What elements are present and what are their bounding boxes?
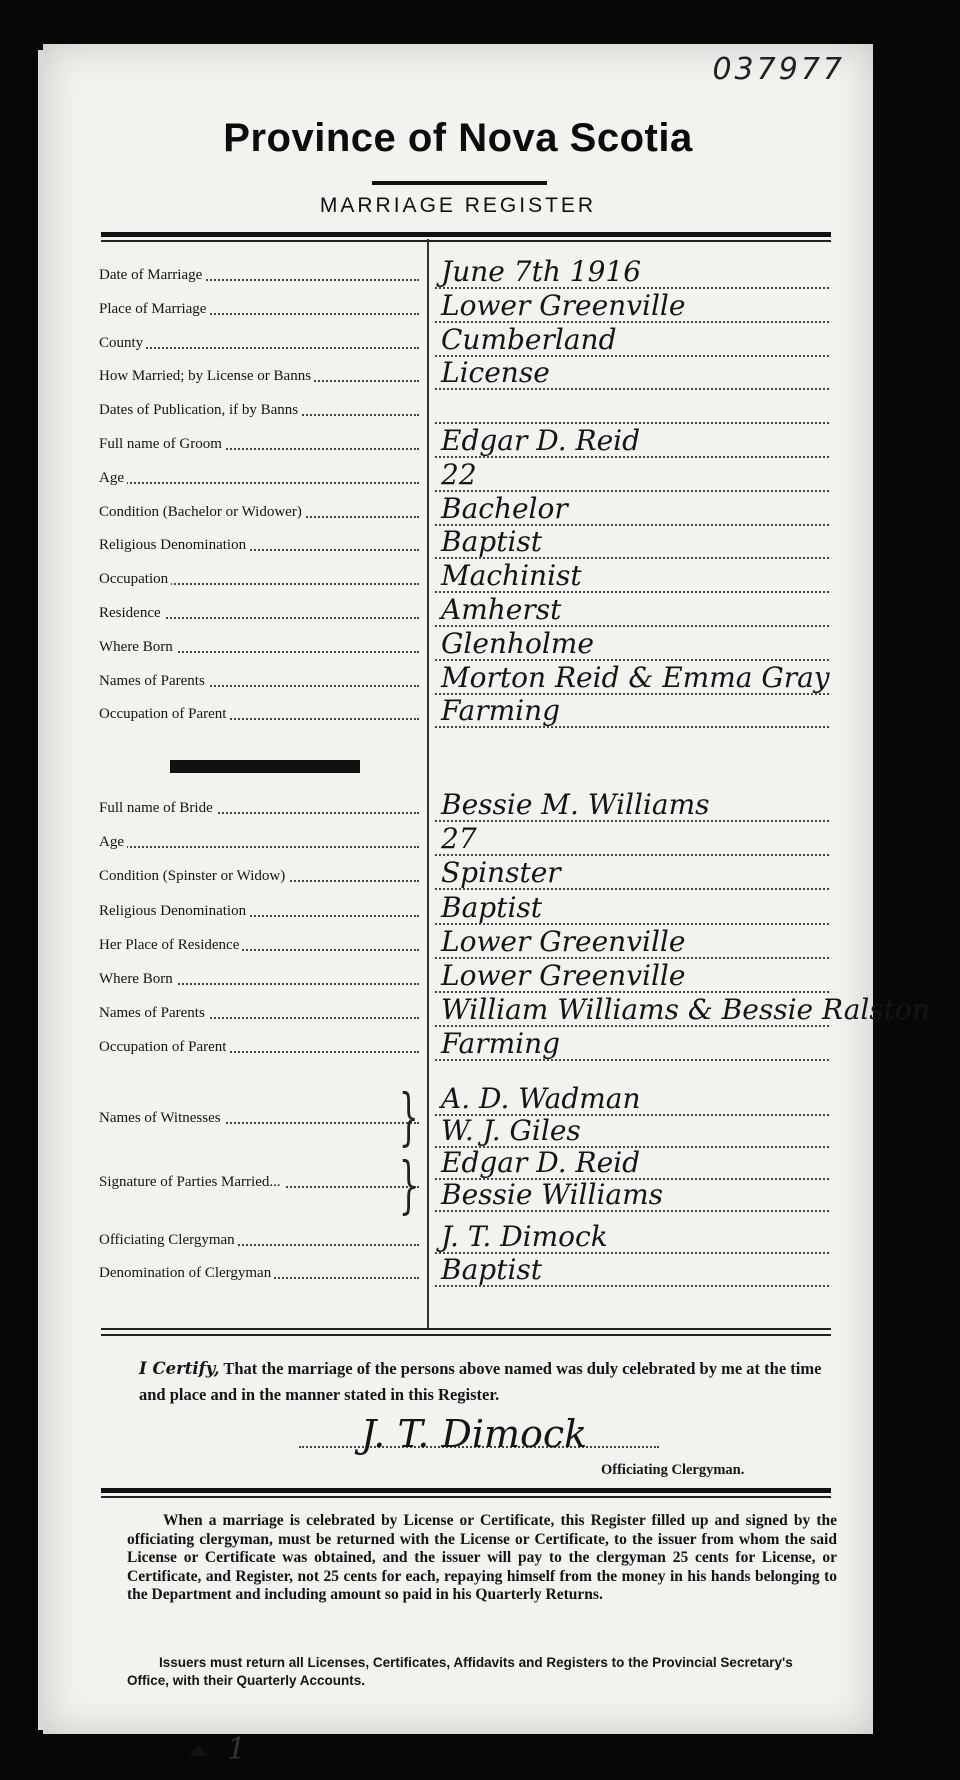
- groom-field-label-cell: [99, 402, 425, 419]
- notice-part-2: repaying himself from the money in his hands belonging to the Department and including amount so paid in his Quarterly Returns.: [127, 1567, 838, 1603]
- witness-brace: }: [398, 1080, 419, 1153]
- clergy-field-row: [43, 1222, 873, 1256]
- bride-field-label-cell: [99, 868, 425, 885]
- groom-field-label: Occupation of Parent: [99, 706, 229, 722]
- bride-section-bar: [170, 760, 360, 773]
- groom-field-value: Glenholme: [441, 626, 594, 660]
- groom-field-label-cell: [99, 706, 425, 723]
- groom-field-row: [43, 322, 873, 359]
- groom-field-label: Names of Parents: [99, 673, 208, 689]
- signature-row-2: [43, 1174, 873, 1214]
- bride-field-label-cell: [99, 1039, 425, 1056]
- groom-field-value: Lower Greenville: [441, 288, 686, 322]
- bride-field-label-cell: [99, 971, 425, 988]
- certification-lead: I Certify,: [139, 1359, 220, 1378]
- marriage-register-form: [43, 44, 930, 1767]
- bride-field-value: Baptist: [441, 890, 543, 924]
- margin-mark: 1: [227, 1732, 247, 1767]
- groom-field-label-cell: [99, 673, 425, 690]
- certify-rule-2: [101, 1334, 831, 1336]
- groom-field-label: Condition (Bachelor or Widower): [99, 504, 305, 520]
- notice-emphasis: not 25 cents for each,: [297, 1567, 440, 1585]
- groom-field-row: [43, 457, 873, 494]
- groom-field-row: [43, 561, 873, 595]
- signature-brace: }: [398, 1148, 419, 1221]
- groom-field-label-cell: [99, 368, 425, 385]
- serial-number: 037977: [712, 52, 845, 87]
- signatures-label: Signature of Parties Married...: [99, 1174, 284, 1190]
- bride-field-label: Where Born: [99, 971, 176, 987]
- bride-field-row: [43, 1029, 873, 1063]
- bride-field-value: Farming: [441, 1027, 561, 1061]
- groom-field-value: Machinist: [441, 559, 582, 593]
- groom-field-value: Baptist: [441, 525, 543, 559]
- bride-field-label-cell: [99, 834, 425, 851]
- groom-field-value: Amherst: [441, 593, 562, 626]
- notice-paragraph: [127, 1512, 837, 1605]
- groom-field-value: 22: [441, 457, 477, 491]
- groom-field-row: [43, 660, 873, 697]
- certify-rule: [101, 1328, 831, 1330]
- triangle-mark: [189, 1744, 207, 1756]
- bride-field-value: William Williams & Bessie Ralston: [441, 993, 930, 1027]
- groom-field-row: [43, 595, 873, 629]
- bride-field-label: Condition (Spinster or Widow): [99, 868, 288, 884]
- notice-rule-thin: [101, 1496, 831, 1498]
- groom-field-label-cell: [99, 470, 425, 487]
- groom-field-label-cell: [99, 537, 425, 554]
- groom-field-row: [43, 527, 873, 561]
- groom-field-row: [43, 288, 873, 325]
- form-title: Province of Nova Scotia: [223, 116, 693, 160]
- bride-field-value: Lower Greenville: [441, 959, 686, 992]
- bride-field-label-cell: [99, 800, 425, 817]
- groom-field-label: How Married; by License or Banns: [99, 368, 314, 384]
- clergy-field-label: Denomination of Clergyman: [99, 1265, 274, 1281]
- groom-field-label-cell: [99, 301, 425, 318]
- groom-field-label-cell: [99, 639, 425, 656]
- groom-field-row: [43, 257, 873, 291]
- groom-field-label-cell: [99, 605, 425, 622]
- certification-text: [139, 1356, 829, 1408]
- bride-field-row: [43, 961, 873, 995]
- groom-field-label-cell: [99, 267, 425, 284]
- groom-field-label: County: [99, 335, 146, 351]
- bride-field-row: [43, 890, 873, 927]
- groom-field-row: [43, 358, 873, 392]
- groom-field-label-cell: [99, 335, 425, 352]
- groom-field-label: Religious Denomination: [99, 537, 249, 553]
- header-rule-thin: [101, 240, 831, 242]
- signature-bride: Bessie Williams: [441, 1178, 664, 1211]
- clergy-field-label-cell: [99, 1232, 425, 1249]
- bride-field-label-cell: [99, 937, 425, 954]
- clergy-field-value: Baptist: [441, 1253, 543, 1286]
- form-subtitle: MARRIAGE REGISTER: [319, 194, 597, 217]
- groom-field-label: Dates of Publication, if by Banns: [99, 402, 301, 418]
- bride-field-row: [43, 824, 873, 858]
- bride-field-value: 27: [441, 822, 477, 856]
- bride-field-row: [43, 858, 873, 892]
- bride-field-row: [43, 790, 873, 824]
- notice-rule: [101, 1488, 831, 1493]
- groom-field-label: Date of Marriage: [99, 267, 205, 283]
- certification-caption: Officiating Clergyman.: [601, 1462, 745, 1478]
- bride-field-value: Spinster: [441, 856, 561, 890]
- groom-field-label: Place of Marriage: [99, 301, 209, 317]
- groom-field-value: Farming: [441, 694, 561, 728]
- bride-field-value: Bessie M. Williams: [441, 788, 710, 821]
- bride-field-row: [43, 924, 873, 961]
- signature-groom: Edgar D. Reid: [441, 1146, 641, 1179]
- groom-field-value: June 7th 1916: [441, 255, 642, 288]
- clergy-field-label-cell: [99, 1265, 425, 1282]
- groom-field-row: [43, 392, 873, 426]
- notice-part-1: When a marriage is celebrated by License or Certificate, this Register filled up and signed by the officiating clergyman, must be returned with the License or Certificate, to the issuer from whom the said License or Certificate was obtained, and the issuer will pay to the clergyman 25 cents for License, or Certificate, and Register,: [127, 1512, 837, 1585]
- bride-field-label-cell: [99, 1005, 425, 1022]
- bride-field-label: Her Place of Residence: [99, 937, 242, 953]
- clergy-field-row: [43, 1255, 873, 1289]
- groom-field-row: [43, 696, 873, 730]
- groom-field-value: Cumberland: [441, 322, 617, 356]
- bride-field-label: Full name of Bride: [99, 800, 216, 816]
- signatures-label-cell: [99, 1174, 425, 1191]
- groom-field-value: Bachelor: [441, 491, 568, 525]
- clergy-field-label: Officiating Clergyman: [99, 1232, 238, 1248]
- bride-field-label-cell: [99, 903, 425, 920]
- groom-field-label: Age: [99, 470, 127, 486]
- groom-field-label-cell: [99, 571, 425, 588]
- groom-field-value: Edgar D. Reid: [441, 424, 641, 457]
- groom-field-row: [43, 626, 873, 663]
- witnesses-label: Names of Witnesses: [99, 1110, 224, 1126]
- groom-field-value: Morton Reid & Emma Gray: [441, 660, 830, 694]
- bride-field-label: Age: [99, 834, 127, 850]
- groom-field-row: [43, 426, 873, 460]
- certification-signature: J. T. Dimock: [361, 1412, 588, 1456]
- groom-field-label: Occupation: [99, 571, 171, 587]
- groom-field-label-cell: [99, 504, 425, 521]
- groom-field-label: Full name of Groom: [99, 436, 225, 452]
- bride-field-value: Lower Greenville: [441, 924, 686, 958]
- bride-field-label: Occupation of Parent: [99, 1039, 229, 1055]
- groom-field-label-cell: [99, 436, 425, 453]
- bride-field-row: [43, 993, 930, 1029]
- groom-field-label: Where Born: [99, 639, 176, 655]
- certification-body: That the marriage of the persons above named was duly celebrated by me at the time and place and in the manner stated in this Register.: [139, 1359, 822, 1404]
- issuers-notice: Issuers must return all Licenses, Certificates, Affidavits and Registers to the Provincial Secretary's Office, with their Quarterly Accounts.: [127, 1655, 793, 1688]
- witness-1-value: A. D. Wadman: [441, 1082, 641, 1115]
- title-rule: [372, 181, 547, 185]
- witness-row-2: [43, 1110, 873, 1150]
- groom-field-row: [43, 491, 873, 528]
- groom-field-value: License: [441, 356, 550, 390]
- clergy-field-value: J. T. Dimock: [441, 1220, 608, 1253]
- bride-field-label: Religious Denomination: [99, 903, 249, 919]
- witness-2-value: W. J. Giles: [441, 1114, 581, 1147]
- header-rule: [101, 232, 831, 237]
- groom-field-label: Residence: [99, 605, 164, 621]
- bride-field-label: Names of Parents: [99, 1005, 208, 1021]
- witnesses-label-cell: [99, 1110, 425, 1127]
